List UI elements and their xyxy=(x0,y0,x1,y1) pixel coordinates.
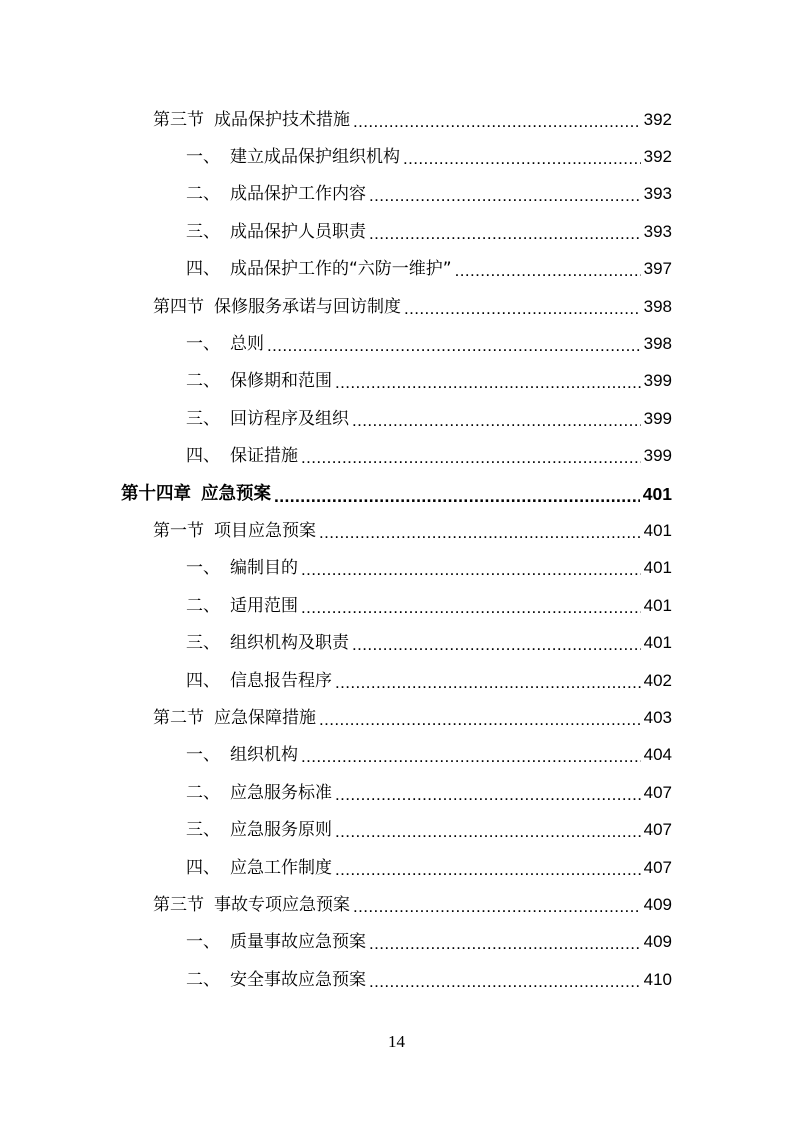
toc-entry-number: 四、 xyxy=(186,446,220,467)
toc-entry[interactable] xyxy=(0,101,793,138)
toc-dot-leader xyxy=(335,372,641,394)
toc-entry-page: 392 xyxy=(643,147,672,167)
toc-entry-page: 401 xyxy=(643,595,672,615)
toc-entry-title: 回访程序及组织 xyxy=(230,408,349,429)
toc-entry-page: 398 xyxy=(643,334,672,354)
toc-entry-title: 保证措施 xyxy=(230,446,298,467)
toc-entry[interactable] xyxy=(0,811,793,848)
toc-entry-number: 一、 xyxy=(186,334,220,355)
toc-entry-title: 成品保护工作内容 xyxy=(230,184,366,205)
toc-dot-leader xyxy=(335,859,641,881)
toc-entry-page: 399 xyxy=(643,446,672,466)
toc-entry-page: 401 xyxy=(643,558,672,578)
toc-entry[interactable] xyxy=(0,699,793,736)
toc-entry-page: 402 xyxy=(643,670,672,690)
toc-entry[interactable] xyxy=(0,325,793,362)
toc-entry-title: 编制目的 xyxy=(230,558,298,579)
toc-entry[interactable] xyxy=(0,400,793,437)
toc-entry-page: 398 xyxy=(643,296,672,316)
toc-entry[interactable] xyxy=(0,737,793,774)
toc-entry-page: 404 xyxy=(643,745,672,765)
toc-entry-number: 三、 xyxy=(186,408,220,429)
toc-entry-number: 第四节 xyxy=(153,296,204,317)
toc-dot-leader xyxy=(455,260,641,282)
toc-entry-title: 质量事故应急预案 xyxy=(230,932,366,953)
toc-entry[interactable] xyxy=(0,587,793,624)
toc-dot-leader xyxy=(319,522,641,544)
toc-entry-page: 397 xyxy=(643,259,672,279)
toc-entry[interactable] xyxy=(0,363,793,400)
toc-dot-leader xyxy=(369,223,641,245)
toc-dot-leader xyxy=(369,971,641,993)
toc-entry[interactable] xyxy=(0,213,793,250)
toc-entry-title: 总则 xyxy=(230,334,264,355)
toc-dot-leader xyxy=(369,185,641,207)
toc-entry-title: 成品保护工作的“六防一维护” xyxy=(230,259,452,280)
toc-entry-page: 409 xyxy=(643,894,672,914)
toc-entry-title: 保修期和范围 xyxy=(230,371,332,392)
toc-dot-leader xyxy=(335,821,641,843)
toc-entry-title: 信息报告程序 xyxy=(230,670,332,691)
toc-entry-number: 二、 xyxy=(186,184,220,205)
toc-dot-leader xyxy=(352,634,641,656)
toc-entry-number: 二、 xyxy=(186,969,220,990)
toc-entry-title: 建立成品保护组织机构 xyxy=(230,147,400,168)
toc-entry-title: 应急保障措施 xyxy=(214,707,316,728)
toc-entry[interactable] xyxy=(0,924,793,961)
toc-dot-leader xyxy=(369,933,641,955)
toc-entry-page: 401 xyxy=(643,633,672,653)
toc-dot-leader xyxy=(301,447,641,469)
toc-entry-number: 一、 xyxy=(186,932,220,953)
toc-entry-number: 四、 xyxy=(186,670,220,691)
toc-entry-page: 410 xyxy=(643,969,672,989)
toc-entry[interactable] xyxy=(0,138,793,175)
toc-entry[interactable] xyxy=(0,886,793,923)
toc-entry-page: 407 xyxy=(643,782,672,802)
toc-entry[interactable] xyxy=(0,550,793,587)
toc-dot-leader xyxy=(353,111,641,133)
toc-dot-leader xyxy=(274,485,640,507)
toc-entry[interactable] xyxy=(0,849,793,886)
toc-entry-number: 三、 xyxy=(186,221,220,242)
toc-entry[interactable] xyxy=(0,176,793,213)
toc-entry-title: 组织机构 xyxy=(230,745,298,766)
toc-dot-leader xyxy=(301,559,641,581)
toc-entry-title: 应急服务原则 xyxy=(230,820,332,841)
toc-entry-title: 项目应急预案 xyxy=(214,520,316,541)
toc-entry[interactable] xyxy=(0,475,793,512)
toc-entry-title: 成品保护人员职责 xyxy=(230,221,366,242)
toc-entry-page: 393 xyxy=(643,184,672,204)
toc-entry-number: 四、 xyxy=(186,857,220,878)
toc-dot-leader xyxy=(319,709,641,731)
toc-entry-number: 三、 xyxy=(186,820,220,841)
toc-entry-page: 399 xyxy=(643,371,672,391)
toc-entry-page: 401 xyxy=(642,483,672,504)
toc-dot-leader xyxy=(404,298,641,320)
toc-entry-number: 第三节 xyxy=(153,109,204,130)
toc-entry-number: 二、 xyxy=(186,371,220,392)
toc-entry-title: 组织机构及职责 xyxy=(230,633,349,654)
toc-entry-number: 二、 xyxy=(186,782,220,803)
toc-entry-page: 392 xyxy=(643,109,672,129)
toc-entry-page: 403 xyxy=(643,707,672,727)
toc-entry[interactable] xyxy=(0,774,793,811)
toc-entry-number: 一、 xyxy=(186,147,220,168)
toc-entry-number: 一、 xyxy=(186,745,220,766)
toc-dot-leader xyxy=(301,746,641,768)
toc-dot-leader xyxy=(352,410,641,432)
toc-entry-title: 应急服务标准 xyxy=(230,782,332,803)
toc-entry[interactable] xyxy=(0,251,793,288)
toc-entry-title: 保修服务承诺与回访制度 xyxy=(214,296,401,317)
toc-entry-page: 407 xyxy=(643,820,672,840)
toc-entry-title: 事故专项应急预案 xyxy=(214,894,350,915)
toc-entry-title: 应急工作制度 xyxy=(230,857,332,878)
toc-entry-number: 第一节 xyxy=(153,520,204,541)
toc-entry-page: 407 xyxy=(643,857,672,877)
toc-dot-leader xyxy=(403,148,641,170)
toc-entry-number: 第三节 xyxy=(153,894,204,915)
toc-dot-leader xyxy=(335,672,641,694)
toc-entry-page: 401 xyxy=(643,520,672,540)
toc-dot-leader xyxy=(353,896,641,918)
toc-entry[interactable] xyxy=(0,288,793,325)
toc-entry-title: 成品保护技术措施 xyxy=(214,109,350,130)
toc-entry-number: 第二节 xyxy=(153,707,204,728)
toc-entry-title: 适用范围 xyxy=(230,595,298,616)
toc-entry[interactable] xyxy=(0,438,793,475)
toc-entry-number: 三、 xyxy=(186,633,220,654)
toc-entry-number: 四、 xyxy=(186,259,220,280)
toc-entry[interactable] xyxy=(0,662,793,699)
toc-entry-title: 安全事故应急预案 xyxy=(230,969,366,990)
toc-entry-number: 一、 xyxy=(186,558,220,579)
toc-dot-leader xyxy=(301,597,641,619)
table-of-contents xyxy=(0,101,793,998)
toc-dot-leader xyxy=(335,784,641,806)
toc-entry[interactable] xyxy=(0,512,793,549)
toc-dot-leader xyxy=(267,335,641,357)
toc-entry-page: 399 xyxy=(643,408,672,428)
toc-entry[interactable] xyxy=(0,624,793,661)
toc-entry-number: 第十四章 xyxy=(121,483,191,504)
toc-entry-page: 393 xyxy=(643,221,672,241)
toc-entry-title: 应急预案 xyxy=(201,483,271,504)
toc-entry-page: 409 xyxy=(643,932,672,952)
page-number: 14 xyxy=(388,1032,405,1051)
toc-entry[interactable] xyxy=(0,961,793,998)
toc-entry-number: 二、 xyxy=(186,595,220,616)
